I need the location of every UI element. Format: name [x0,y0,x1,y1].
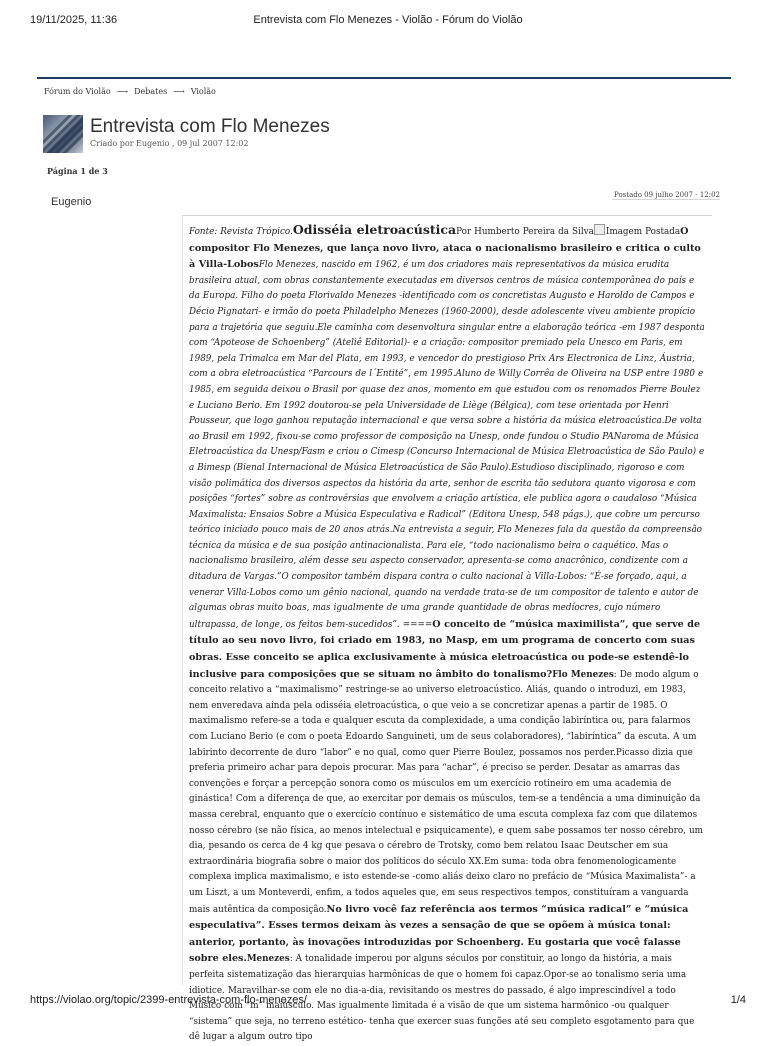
topic-meta: Criado por Eugenio , 09 jul 2007 12:02 [90,139,249,148]
post-headline: Odisséia eletroacústica [292,222,457,237]
print-title: Entrevista com Flo Menezes - Violão - Fórum do Violão [253,14,523,26]
post-byline: Por Humberto Pereira da Silva [456,227,594,237]
print-header [30,14,746,30]
print-footer [30,994,746,1010]
breadcrumb-arrow-icon: ⟶ [173,87,185,96]
print-url: https://violao.org/topic/2399-entrevista-com-flo-menezes/ [30,994,307,1006]
post-header-rule [612,199,720,200]
post-lead: O compositor Flo Menezes, que lança novo livro, ataca o nacionalismo brasileiro e critica o culto à Villa-Lobos [189,226,701,271]
print-date: 19/11/2025, 11:36 [30,14,118,26]
post-author[interactable]: Eugenio [51,196,92,208]
breadcrumb-arrow-icon: ⟶ [116,87,129,96]
broken-image-icon [594,224,605,235]
header-rule [37,77,731,79]
question-1: O conceito de “música maximilista”, que serve de título ao seu novo livro, foi criado em 1983, no Masp, em um programa de concerto com suas obras. Esse conceito se aplica exclusivamente à música eletroacústica ou pode-se estendê-lo inclusive para composições que se situam no âmbito do tonalismo? [189,618,701,680]
post-divider [182,215,712,216]
answer-1-label: Flo Menezes [552,669,614,680]
answer-1: : De modo algum o conceito relativo a “maximalismo” restringe-se ao universo eletroacústico. Aliás, quando o introduzi, em 1983, nem enveredava ainda pela odisséia eletroacústica, o que veio a se concretizar apenas a partir de 1985. O maximalismo refere-se a toda e qualquer escuta da complexidade, a uma condição labiríntica ou, para falarmos com Luciano Berio (e com o poeta Edoardo Sanguineti, um de seus colaboradores), “labiríntica” da escuta. A um labirinto decorrente de duro “labor” e no qual, como quer Pierre Boulez, possamos nos perder.Picasso dizia que preferia primeiro achar para depois procurar. Mas para “achar”, é preciso se perder. Desatar as amarras das convenções e forçar a percepção sonora como os músculos em um exercício rotineiro em uma academia de ginástica! Com a diferença de que, ao exercitar por demais os músculos, tem-se a tendência a uma diminuição da massa cerebral, enquanto que o exercício contínuo e sistemático de uma escuta complexa faz com que dilatemos nosso cérebro (se não física, ao menos intelectual e psiquicamente), e quem sabe possamos ter nosso cérebro, um dia, pesando os cerca de 4 kg que pesava o cérebro de Trotsky, como bem relatou Isaac Deutscher em sua extraordinária biografia sobre o maior dos políticos do século XX.Em suma: toda obra fenomenologicamente complexa implica maximalismo, e isto estende-se -como aliás deixo claro no prefácio de “Música Maximalista”- a um Liszt, a um Monteverdi, enfim, a todos aqueles que, em seus respectivos tempos, constituíram a vanguarda mais autêntica da composição. [189,669,703,915]
post-body [189,222,705,1046]
author-avatar[interactable] [43,115,83,153]
post-image-alt: Imagem Postada [605,227,681,237]
answer-2-label: Menezes [246,954,290,965]
breadcrumb [44,87,216,96]
answer-2: : A tonalidade imperou por alguns séculos por constituir, ao longo da história, a mais perfeita sistematização das hierarquias harmônicas de que o homem foi capaz.Opor-se ao tonalismo seria uma idiotice. Maravilhar-se com ele no dia-a-dia, revisitando os mestres do passado, é algo imprescindível a todo Músico com “m” maiúsculo. Mas igualmente limitada é a visão de que um sistema harmônico -ou qualquer “sistema” que seja, no terreno estético- tenha que exercer suas funções até seu completo esgotamento para que dê lugar a algum outro tipo [189,954,695,1043]
breadcrumb-debates-link[interactable]: Debates [134,87,168,96]
post-date: Postado 09 julho 2007 - 12:02 [614,191,720,199]
breadcrumb-forum-link[interactable]: Fórum do Violão [44,87,111,96]
topic-title: Entrevista com Flo Menezes [90,116,330,137]
post-intro: Flo Menezes, nascido em 1962, é um dos criadores mais representativos da música erudita brasileira atual, com obras constantemente executadas em diversos centros de música contemporânea do país e da Europa. Filho do poeta Florivaldo Menezes -identificado com os concretistas Augusto e Haroldo de Campos e Décio Pignatari- e irmão do poeta Philadelpho Menezes (1960-2000), desde adolescente viveu ambiente propício para a trajetória que seguiu.Ele caminha com desenvoltura singular entre a elaboração teórica -em 1987 desponta com “Apoteose de Schoenberg” (Ateliê Editorial)- e a criação: compositor premiado pela Unesco em Paris, em 1989, pela Trimalca em Mar del Plata, em 1993, e vencedor do prestigioso Prix Ars Electronica de Linz, Áustria, com a obra eletroacústica “Parcours de l´Entité”, em 1995.Aluno de Willy Corrêa de Oliveira na USP entre 1980 e 1985, em seguida deixou o Brasil por quase dez anos, momento em que estudou com os renomados Pierre Boulez e Luciano Berio. Em 1992 doutorou-se pela Universidade de Liège (Bélgica), com tese orientada por Henri Pousseur, que logo ganhou reputação internacional e que versa sobre a história da música eletroacústica.De volta ao Brasil em 1992, fixou-se como professor de composição na Unesp, onde fundou o Studio PANaroma de Música Eletroacústica da Unesp/Fasm e criou o Cimesp (Concurso Internacional de Música Eletroacústica de São Paulo) e a Bimesp (Bienal Internacional de Música Eletroacústica de São Paulo).Estudioso disciplinado, rigoroso e com visão polimática dos diversos aspectos da história da arte, senhor de escrita tão sedutora quanto vigorosa e com posições “fortes” sobre as controvérsias que envolvem a criação artística, ele publica agora o caudaloso “Música Maximalista: Ensaios Sobre a Música Especulativa e Radical” (Editora Unesp, 548 págs.), que cobre um percurso teórico iniciado pouco mais de 20 anos atrás.Na entrevista a seguir, Flo Menezes fala da questão da compreensão técnica da música e de sua posição antinacionalista. Para ele, “todo nacionalismo beira o caquético. Mas o nacionalismo brasileiro, além desse seu aspecto conservador, apresenta-se como anacrônico, condizente com a ditadura de Vargas.”O compositor também dispara contra o culto nacional à Villa-Lobos: “É-se forçado, aqui, a venerar Villa-Lobos como um gênio nacional, quando na verdade trata-se de um compositor de talento e autor de algumas obras muito boas, mas igualmente de uma grande quantidade de obras medíocres, cujo número ultrapassa, de longe, os feitos bem-sucedidos”. [189,260,705,630]
post-separator: ==== [399,619,433,630]
page-indicator: Página 1 de 3 [47,166,108,176]
breadcrumb-violao-link[interactable]: Violão [190,87,216,96]
post-source: Fonte: Revista Trópico. [189,227,293,237]
print-page-number: 1/4 [730,994,746,1006]
post-left-rule [182,215,183,985]
question-2: No livro você faz referência aos termos “música radical” e “música especulativa”. Esses termos deixam às vezes a sensação de que se opõem à música tonal: anterior, portanto, às inovações introduzidas por Schoenberg. Eu gostaria que você falasse sobre eles. [189,903,689,965]
